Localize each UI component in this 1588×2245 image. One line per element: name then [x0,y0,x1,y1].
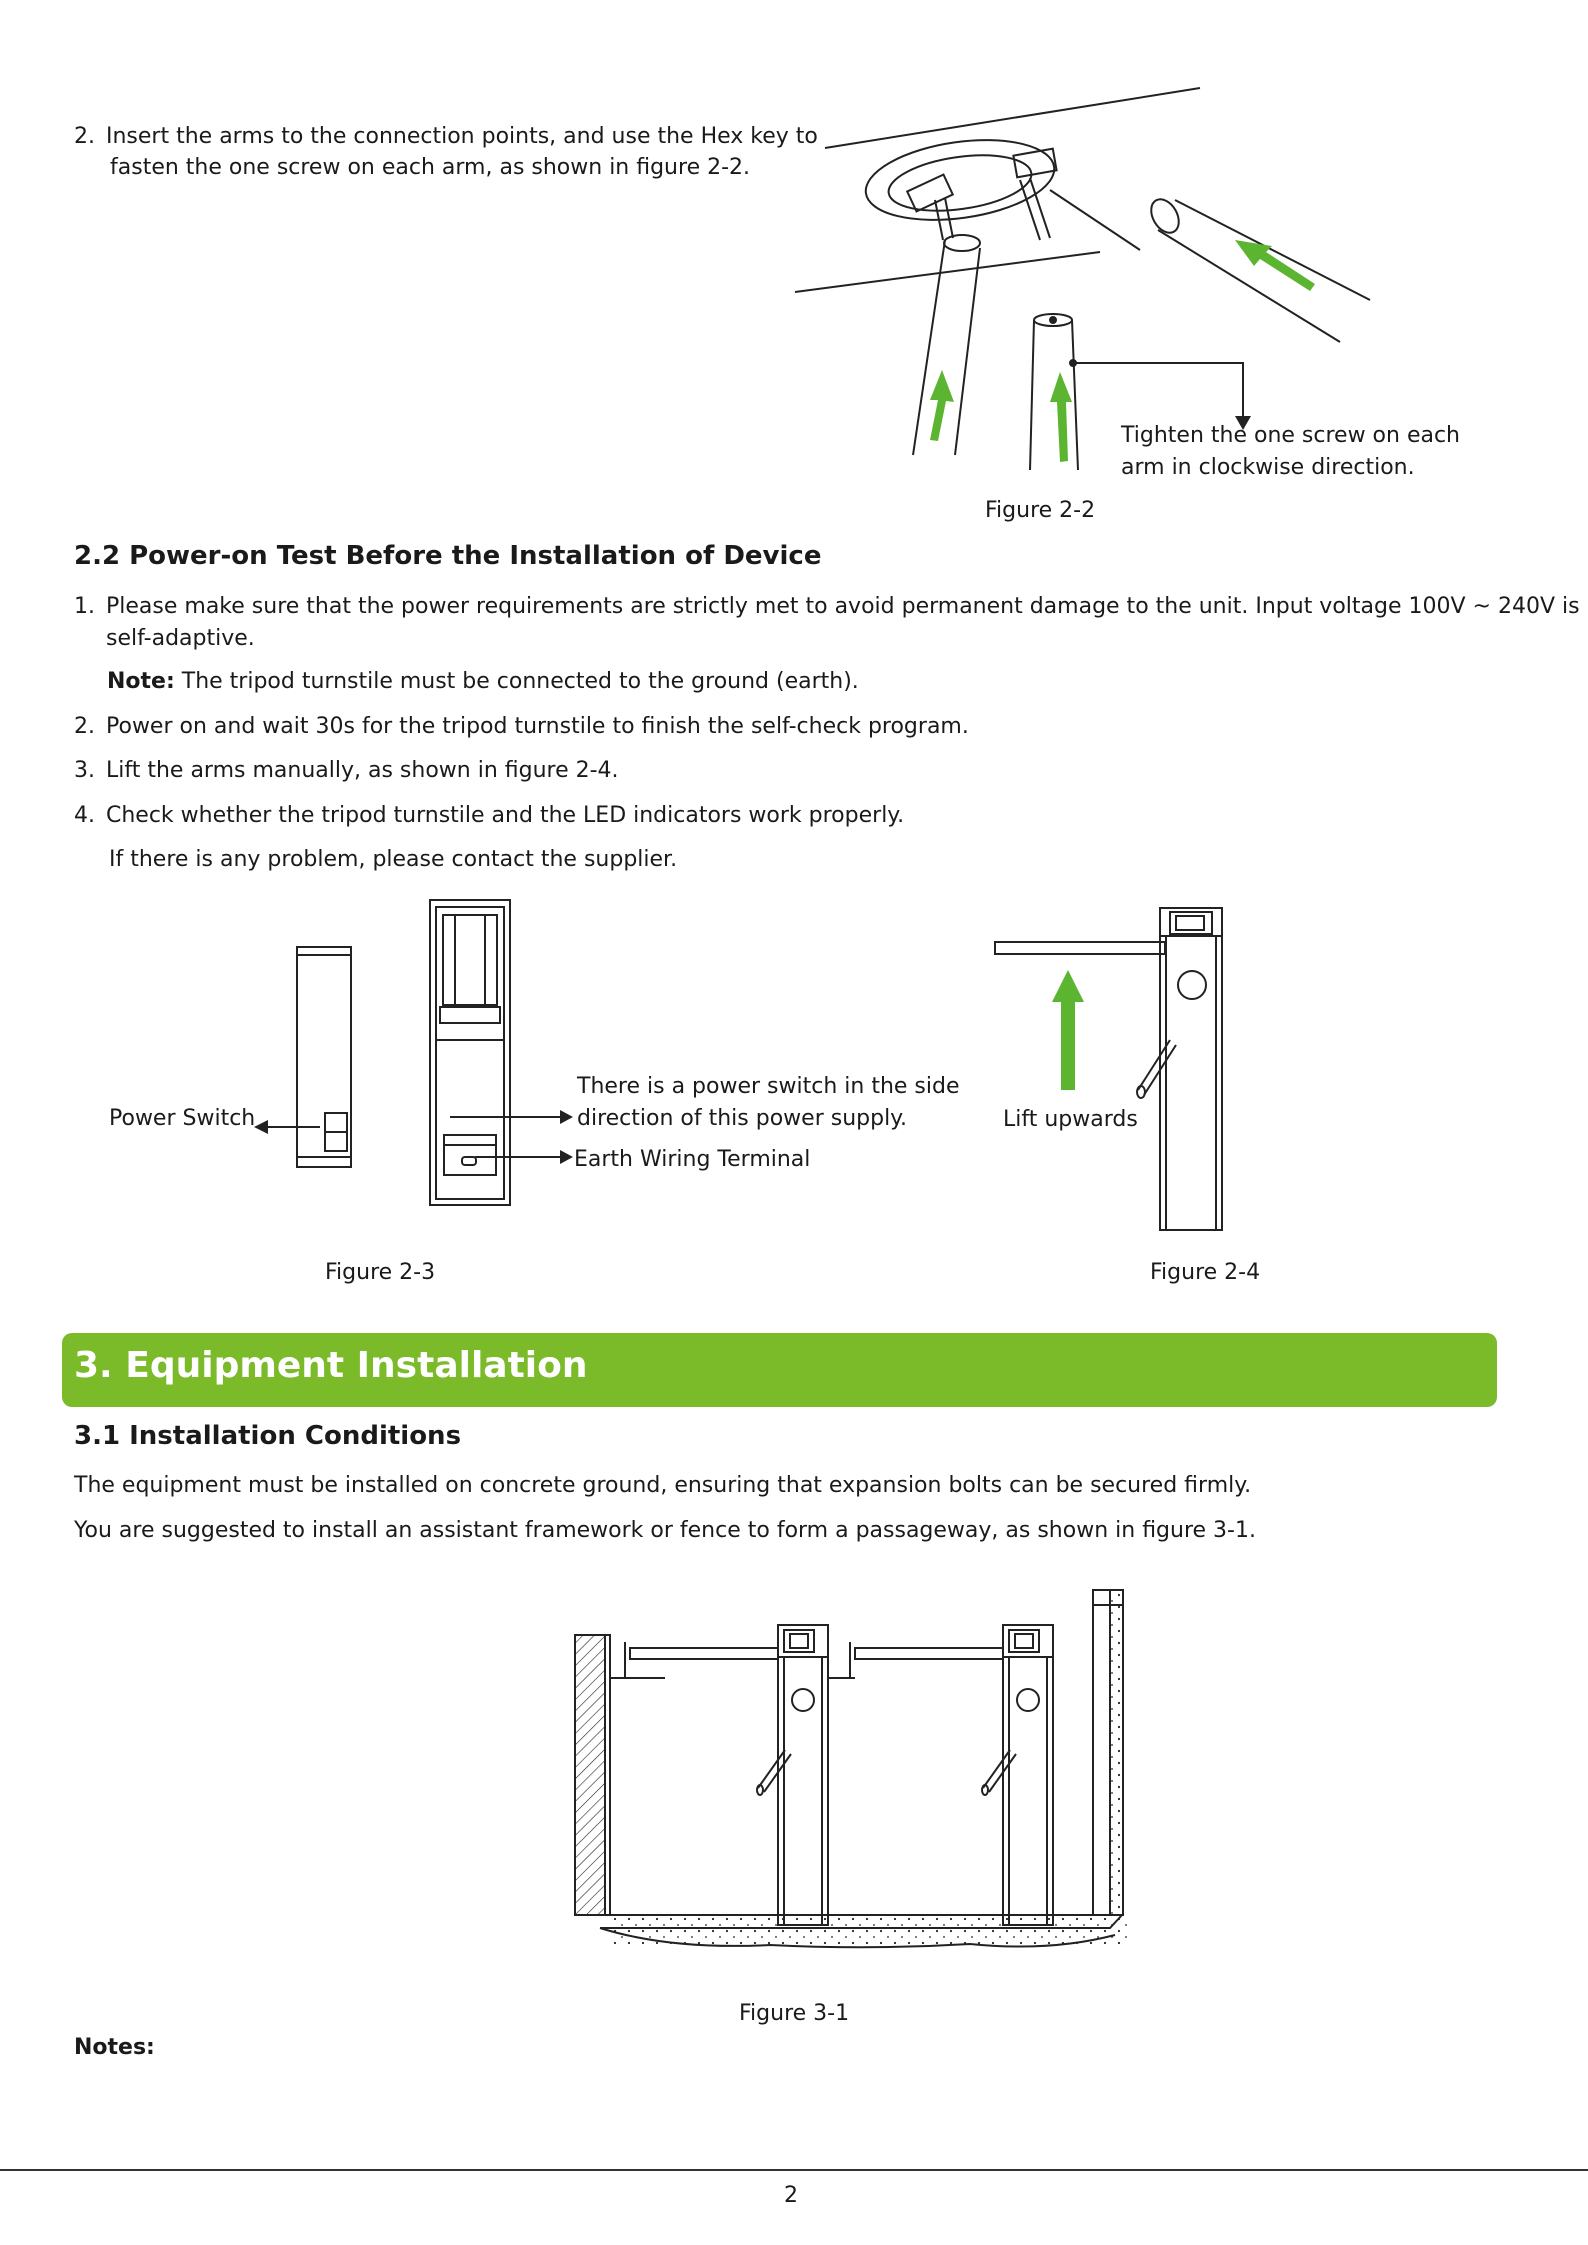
figure-2-3-side-line-1: There is a power switch in the side [577,1074,960,1099]
section-2-2-item-4: 4. Check whether the tripod turnstile and the LED indicators work properly. [74,803,905,828]
section-3-1-para-1: The equipment must be installed on concrete ground, ensuring that expansion bolts can be secured firmly. [74,1473,1252,1498]
step-2-line-1: Insert the arms to the connection points, and use the Hex key to [106,124,818,149]
section-2-2-item-2: 2. Power on and wait 30s for the tripod turnstile to finish the self-check program. [74,714,969,739]
figure-3-1-caption: Figure 3-1 [739,2001,850,2026]
figure-2-3-side-line-2: direction of this power supply. [577,1106,908,1131]
figure-2-3-earth-label: Earth Wiring Terminal [574,1147,811,1172]
figure-2-3-power-switch-label: Power Switch [109,1106,256,1131]
figure-2-2-caption: Figure 2-2 [985,498,1096,523]
section-3-1-heading: 3.1 Installation Conditions [74,1421,462,1451]
figure-2-2-callout-line-2: arm in clockwise direction. [1121,455,1415,480]
page-number: 2 [784,2183,798,2208]
section-2-2-contact: If there is any problem, please contact the supplier. [109,847,678,872]
section-2-2-item-1: 1. Please make sure that the power requirements are strictly met to avoid permanent damage to the unit. Input voltage 100V ~ 240V is [74,594,1580,619]
section-2-2-heading: 2.2 Power-on Test Before the Installation of Device [74,541,822,571]
figure-2-3-caption: Figure 2-3 [325,1260,436,1285]
footer-divider [0,2169,1588,2171]
figure-2-4-lift-label: Lift upwards [1003,1107,1138,1132]
step-2-line-2: fasten the one screw on each arm, as shown in figure 2-2. [110,155,751,180]
section-3-banner [62,1333,1497,1407]
figure-3-1-drawing [570,1580,1140,1970]
figure-2-4-drawing [990,900,1250,1240]
section-2-2-note [107,666,859,698]
section-3-1-para-2: You are suggested to install an assistant framework or fence to form a passageway, as shown in figure 3-1. [74,1518,1256,1543]
section-2-2-item-3: 3. Lift the arms manually, as shown in figure 2-4. [74,758,619,783]
note-text: The tripod turnstile must be connected to the ground (earth). [174,669,859,694]
step-2: 2. Insert the arms to the connection points, and use the Hex key to [74,124,818,149]
section-3-title: 3. Equipment Installation [74,1345,588,1386]
figure-2-2-callout-line-1: Tighten the one screw on each [1121,423,1461,448]
notes-label: Notes: [74,2035,155,2060]
figure-2-4-caption: Figure 2-4 [1150,1260,1261,1285]
section-2-2-item-1-line-2: self-adaptive. [106,626,255,651]
note-label: Note: [107,669,175,694]
